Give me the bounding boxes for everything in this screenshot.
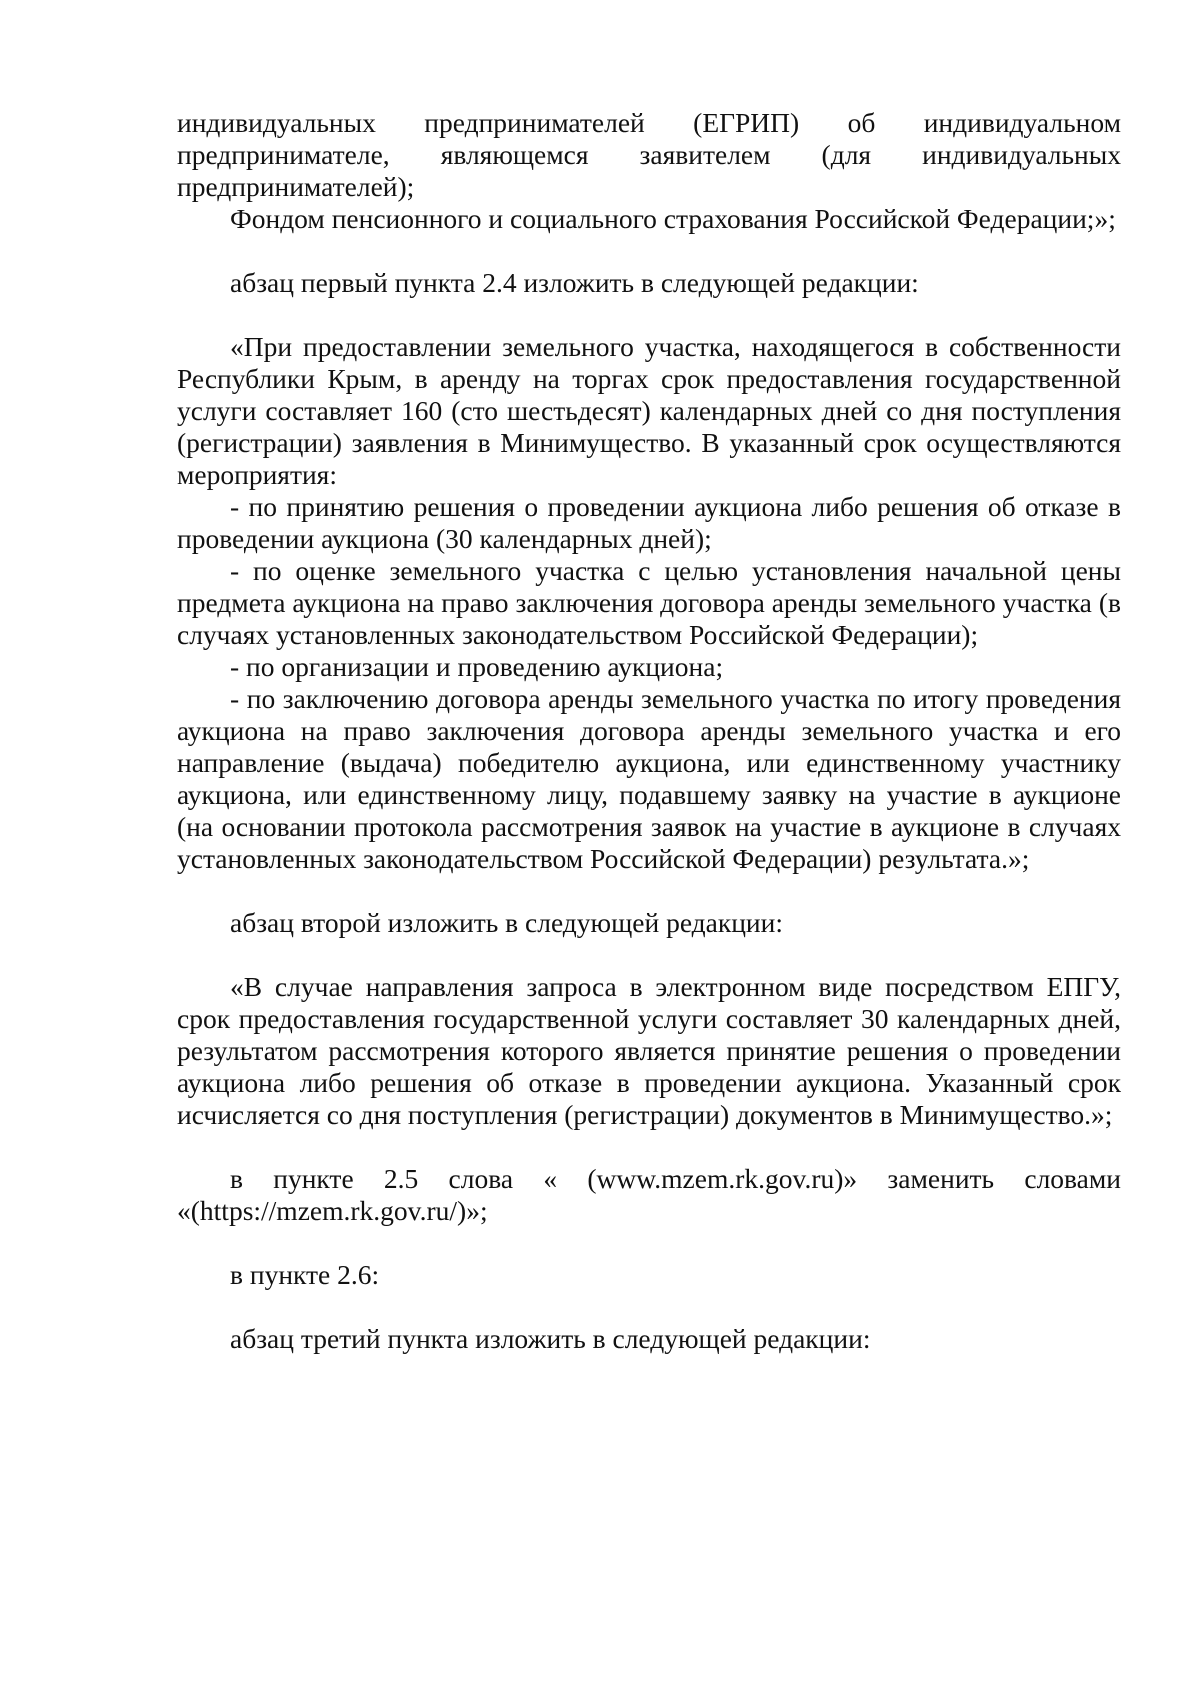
paragraph-egrip-continuation: индивидуальных предпринимателей (ЕГРИП) об индивидуальном предпринимателе, являющемся заявителем (для индивидуальных предпринимателей); <box>177 107 1121 202</box>
paragraph-gap <box>177 1227 1121 1259</box>
paragraph-amend-2-5: в пункте 2.5 слова « (www.mzem.rk.gov.ru)» заменить словами «(https://mzem.rk.gov.ru/)»; <box>177 1163 1121 1226</box>
paragraph-gap <box>177 1131 1121 1163</box>
paragraph-amend-third: абзац третий пункта изложить в следующей редакции: <box>230 1323 871 1354</box>
list-item-organization: - по организации и проведению аукциона; <box>230 651 724 682</box>
paragraph-term-160-days: «При предоставлении земельного участка, находящегося в собственности Республики Крым, в аренду на торгах срок предоставления государственной услуги составляет 160 (сто шестьдесят) календарных дней со дня поступления (регистрации) заявления в Минимущество. В указанный срок осуществляются мероприятия: <box>177 331 1121 490</box>
document-body <box>177 107 1121 1355</box>
paragraph-gap <box>177 235 1121 267</box>
list-item-decision: - по принятию решения о проведении аукциона либо решения об отказе в проведении аукциона (30 календарных дней); <box>177 491 1121 554</box>
paragraph-gap <box>177 939 1121 971</box>
paragraph-pension-fund: Фондом пенсионного и социального страхования Российской Федерации;»; <box>230 203 1116 234</box>
list-item-valuation: - по оценке земельного участка с целью установления начальной цены предмета аукциона на право заключения договора аренды земельного участка (в случаях установленных законодательством Российской Федерации); <box>177 555 1121 650</box>
paragraph-gap <box>177 1291 1121 1323</box>
paragraph-amend-second: абзац второй изложить в следующей редакции: <box>230 907 784 938</box>
paragraph-gap <box>177 299 1121 331</box>
paragraph-gap <box>177 875 1121 907</box>
paragraph-point-2-6: в пункте 2.6: <box>230 1259 380 1290</box>
list-item-contract: - по заключению договора аренды земельного участка по итогу проведения аукциона на право заключения договора аренды земельного участка и его направление (выдача) победителю аукциона, или единственному участнику аукциона, или единственному лицу, подавшему заявку на участие в аукционе (на основании протокола рассмотрения заявок на участие в аукционе в случаях установленных законодательством Российской Федерации) результата.»; <box>177 683 1121 874</box>
paragraph-epgu-term: «В случае направления запроса в электронном виде посредством ЕПГУ, срок предоставления государственной услуги составляет 30 календарных дней, результатом рассмотрения которого является принятие решения о проведении аукциона либо решения об отказе в проведении аукциона. Указанный срок исчисляется со дня поступления (регистрации) документов в Минимущество.»; <box>177 971 1121 1130</box>
paragraph-amend-2-4: абзац первый пункта 2.4 изложить в следующей редакции: <box>230 267 919 298</box>
